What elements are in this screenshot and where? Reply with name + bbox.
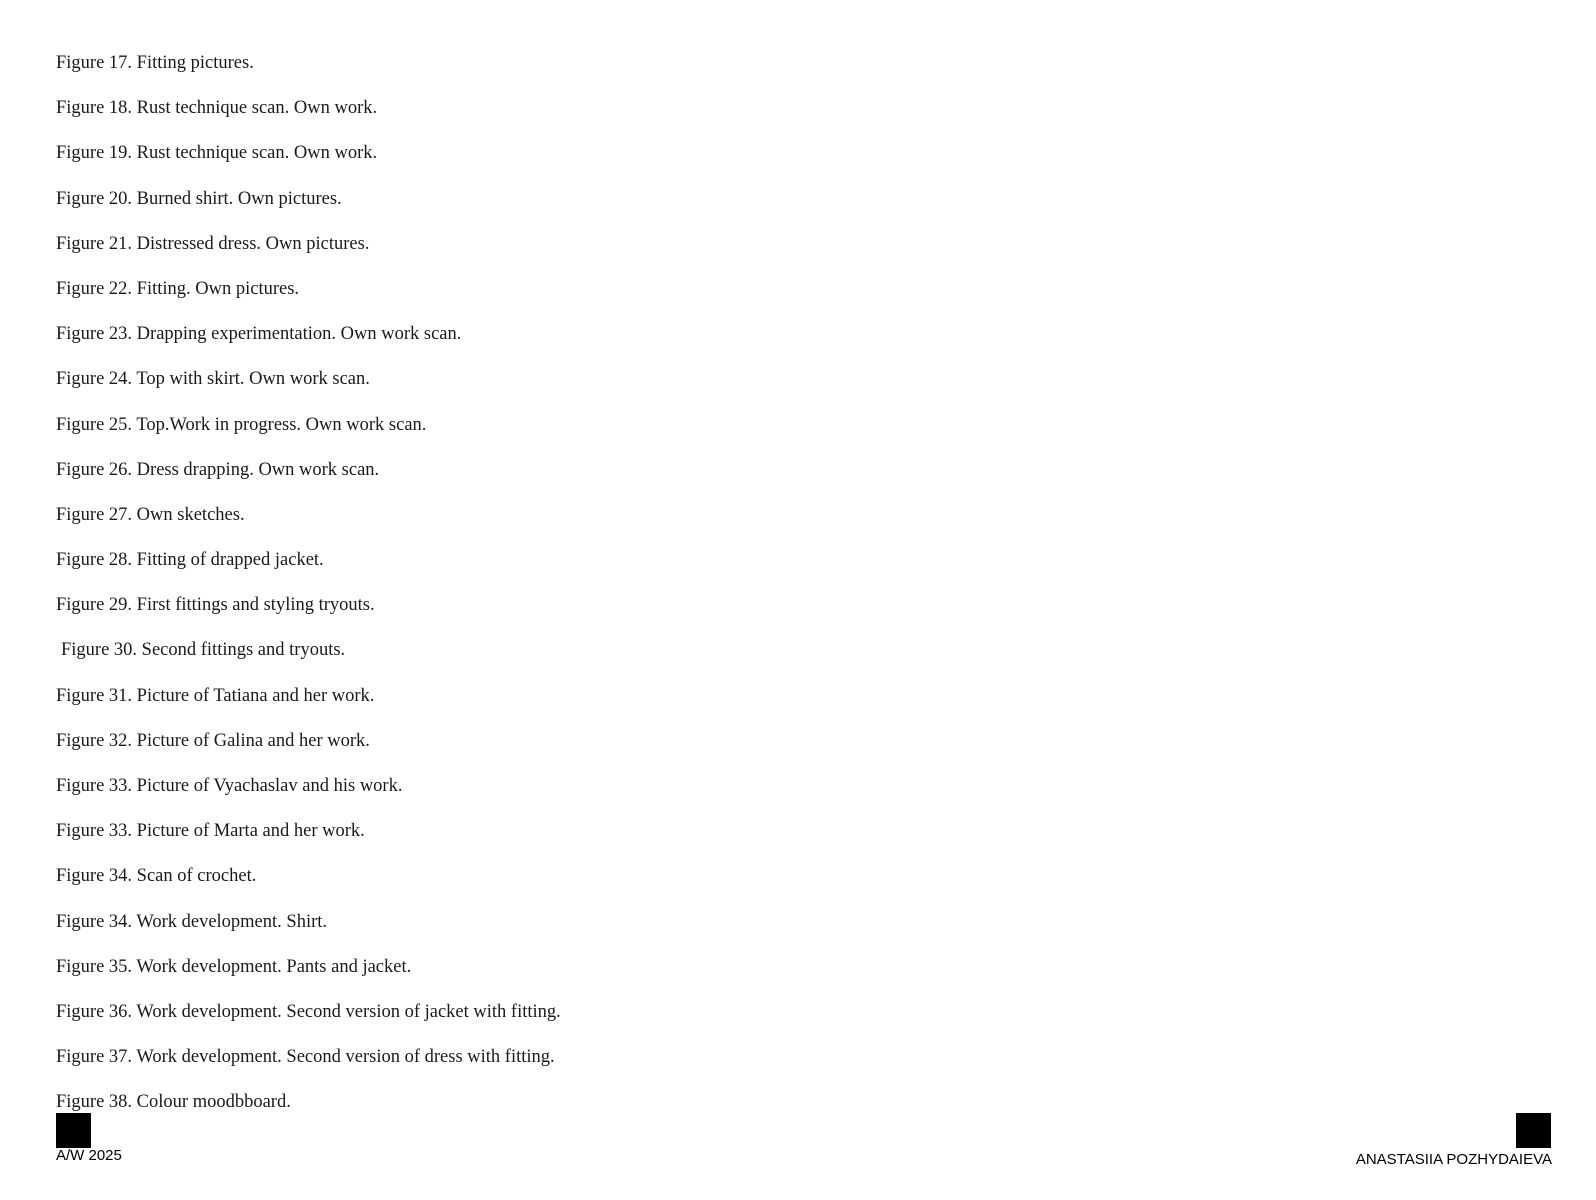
figure-list	[56, 50, 561, 1135]
footer-square-left	[56, 1113, 91, 1148]
figure-caption: Figure 26. Dress drapping. Own work scan.	[56, 459, 380, 480]
figure-caption: Figure 34. Scan of crochet.	[56, 866, 257, 887]
figure-caption: Figure 37. Work development. Second version of dress with fitting.	[56, 1047, 555, 1068]
figure-caption: Figure 38. Colour moodbboard.	[56, 1092, 291, 1113]
footer-square-right	[1516, 1113, 1551, 1148]
figure-caption: Figure 27. Own sketches.	[56, 504, 245, 525]
figure-caption: Figure 21. Distressed dress. Own pictures.	[56, 233, 370, 254]
figure-caption: Figure 18. Rust technique scan. Own work.	[56, 98, 378, 119]
figure-caption: Figure 29. First fittings and styling tryouts.	[56, 595, 375, 616]
figure-caption: Figure 31. Picture of Tatiana and her work.	[56, 685, 375, 706]
figure-caption: Figure 33. Picture of Marta and her work.	[56, 821, 365, 842]
figure-caption: Figure 32. Picture of Galina and her work.	[56, 730, 370, 751]
figure-caption: Figure 35. Work development. Pants and jacket.	[56, 956, 412, 977]
figure-caption: Figure 23. Drapping experimentation. Own work scan.	[56, 324, 462, 345]
footer-season: A/W 2025	[56, 1147, 122, 1164]
figure-caption: Figure 17. Fitting pictures.	[56, 53, 254, 73]
figure-caption: Figure 25. Top.Work in progress. Own work scan.	[56, 414, 427, 435]
figure-caption: Figure 36. Work development. Second version of jacket with fitting.	[56, 1001, 561, 1022]
figure-caption: Figure 22. Fitting. Own pictures.	[56, 278, 300, 299]
figure-caption: Figure 30. Second fittings and tryouts.	[61, 640, 346, 661]
figure-caption: Figure 33. Picture of Vyachaslav and his work.	[56, 776, 403, 796]
figure-caption: Figure 28. Fitting of drapped jacket.	[56, 550, 324, 571]
figure-caption: Figure 20. Burned shirt. Own pictures.	[56, 188, 342, 209]
figure-caption: Figure 34. Work development. Shirt.	[56, 911, 328, 932]
footer-author: ANASTASIIA POZHYDAIEVA	[1355, 1151, 1552, 1168]
figure-caption: Figure 24. Top with skirt. Own work scan.	[56, 369, 370, 390]
figure-caption: Figure 19. Rust technique scan. Own work.	[56, 143, 378, 164]
